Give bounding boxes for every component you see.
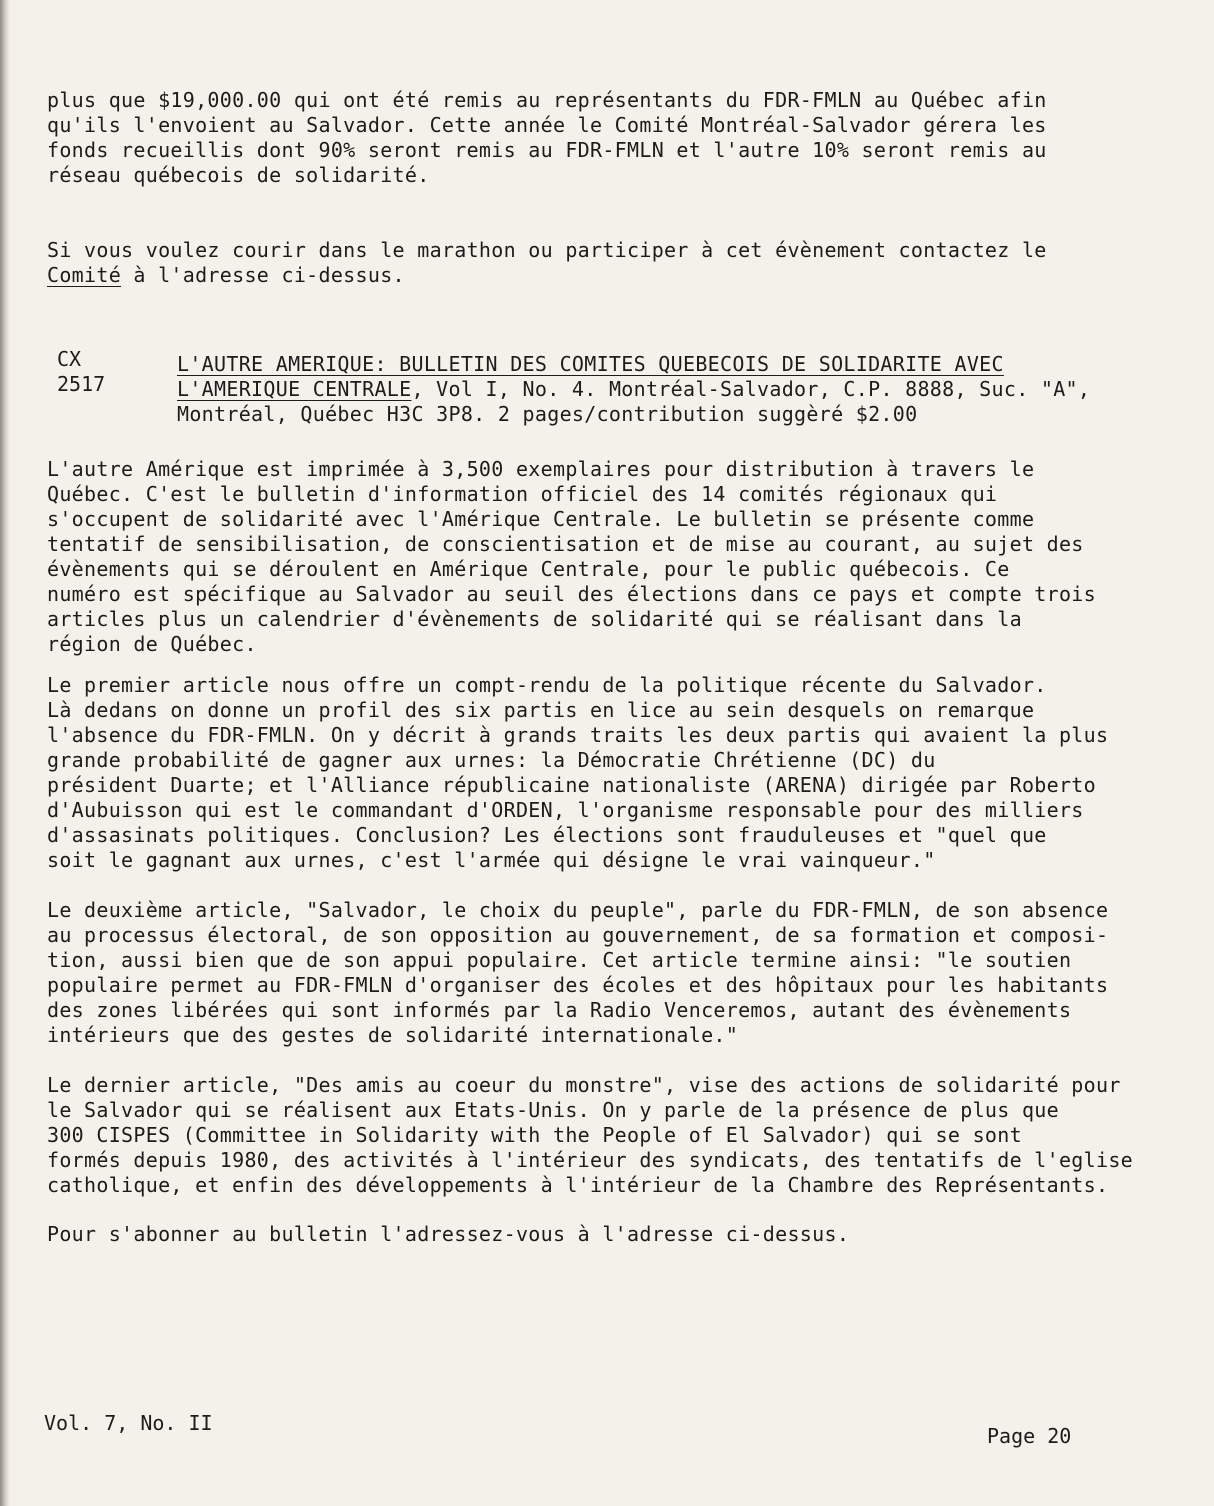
page-spine-shadow — [0, 0, 10, 1506]
paragraph-fund-distribution: plus que $19,000.00 qui ont été remis au représentants du FDR-FMLN au Québec afin qu'ils l'envoient au Salvador. Cette année le Comité Montréal-Salvador gérera les fonds recueillis dont 90% seront remis au FDR-FMLN et l'autre 10% seront remis au réseau québecois de solidarité. — [47, 88, 1047, 187]
entry-title-part1: L'AUTRE AMERIQUE: BULLETIN DES COMITES QUEBECOIS DE SOLIDARITE AVEC — [177, 352, 1004, 376]
cx-prefix: CX — [57, 347, 82, 371]
marathon-text: Si vous voulez courir dans le marathon ou participer à cet évènement contactez le — [47, 238, 1047, 262]
cx-id: 2517 — [57, 372, 106, 396]
footer-page-number: Page 20 — [987, 1424, 1072, 1448]
paragraph-first-article: Le premier article nous offre un compt-rendu de la politique récente du Salvador. Là dedans on donne un profil des six partis en lice au sein desquels on remarque l'absence du FDR-FMLN. On y décrit à grands traits les deux partis qui avaient la plus grande probabilité de gagner aux urnes: la Démocratie Chrétienne (DC) du président Duarte; et l'Alliance républicaine nationaliste (ARENA) dirigée par Roberto d'Aubuisson qui est le commandant d'ORDEN, l'organisme responsable pour des milliers d'assasinats politiques. Conclusion? Les élections sont frauduleuses et "quel que soit le gagnant aux urnes, c'est l'armée qui désigne le vrai vainqueur." — [47, 673, 1109, 872]
bibliographic-entry — [177, 352, 1127, 427]
cx-number — [57, 347, 105, 397]
paragraph-marathon-contact — [47, 213, 1137, 288]
paragraph-bulletin-overview: L'autre Amérique est imprimée à 3,500 exemplaires pour distribution à travers le Québec. C'est le bulletin d'information officiel des 14 comités régionaux qui s'occupent de solidarité avec l'Amérique Centrale. Le bulletin se présente comme tentatif de sensibilisation, de conscientisation et de mise au courant, au sujet des évènements qui se déroulent en Amérique Centrale, pour le public québecois. Ce numéro est spécifique au Salvador au seuil des élections dans ce pays et compte trois articles plus un calendrier d'évènements de solidarité qui se réalisant dans la région de Québec. — [47, 457, 1096, 656]
comite-link: Comité — [47, 263, 122, 287]
paragraph-third-article: Le dernier article, "Des amis au coeur du monstre", vise des actions de solidarité pour le Salvador qui se réalisent aux Etats-Unis. On y parle de la présence de plus que 300 CISPES (Committee in Solidarity with the People of El Salvador) qui se sont formés depuis 1980, des activités à l'intérieur des syndicats, des tentatifs de l'eglise catholique, et enfin des développements à l'intérieur de la Chambre des Représentants. — [47, 1073, 1134, 1197]
marathon-tail: à l'adresse ci-dessus. — [121, 263, 405, 287]
paragraph-second-article: Le deuxième article, "Salvador, le choix du peuple", parle du FDR-FMLN, de son absence au processus électoral, de son opposition au gouvernement, de sa formation et composi- tion, aussi bien que de son appui populaire. Cet article termine ainsi: "le soutien populaire permet au FDR-FMLN d'organiser des écoles et des hôpitaux pour les habitants des zones libérées qui sont informés par la Radio Venceremos, autant des évènements intérieurs que des gestes de solidarité internationale." — [47, 898, 1109, 1047]
footer-volume: Vol. 7, No. II — [44, 1411, 213, 1435]
entry-title-part2: L'AMERIQUE CENTRALE — [177, 377, 412, 401]
paragraph-subscribe: Pour s'abonner au bulletin l'adressez-vous à l'adresse ci-dessus. — [47, 1222, 850, 1246]
entry-details: , Vol I, No. 4. Montréal-Salvador, C.P. 8888, Suc. "A", Montréal, Québec H3C 3P8. 2 pages/contribution suggèré $2.00 — [177, 377, 1091, 426]
